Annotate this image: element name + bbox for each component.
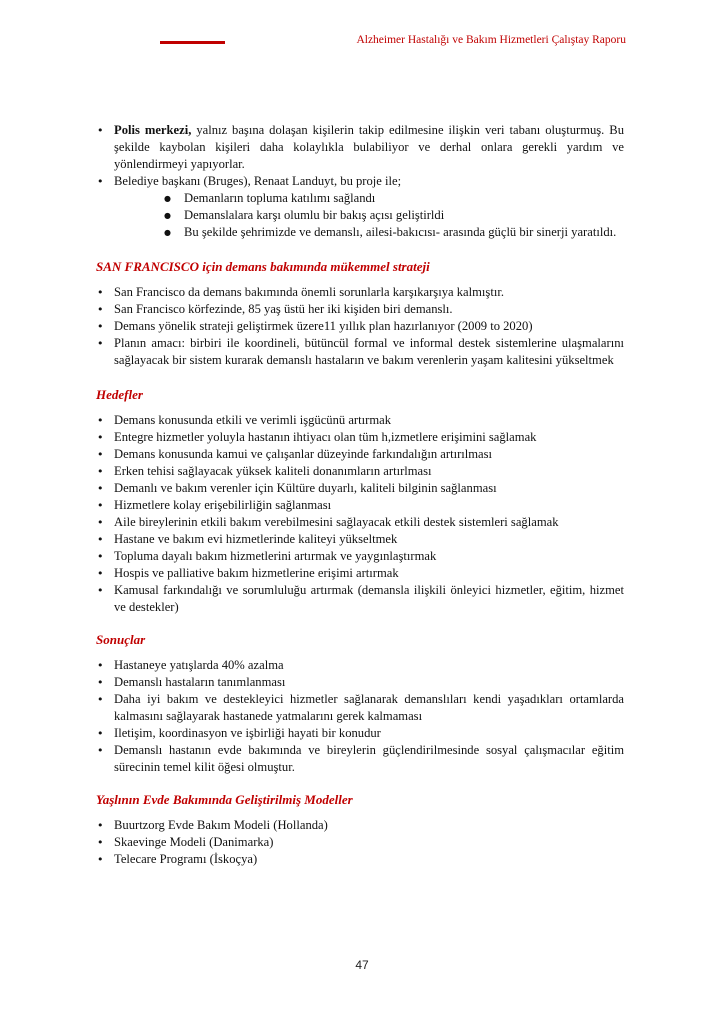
sonuclar-list (96, 657, 624, 776)
list-item: • Hastane ve bakım evi hizmetlerinde kaliteyi yükseltmek (96, 531, 624, 548)
san-francisco-list (96, 284, 624, 369)
list-item: • Demanlı ve bakım verenler için Kültüre duyarlı, kaliteli bilginin sağlanması (96, 480, 624, 497)
section-heading-hedefler: Hedefler (96, 387, 143, 402)
header-title: Alzheimer Hastalığı ve Bakım Hizmetleri Çalıştay Raporu (356, 34, 626, 46)
intro-list (96, 122, 624, 190)
police-text: yalnız başına dolaşan kişilerin takip edilmesine ilişkin veri tabanı oluşturmuş. Bu şekilde kaybolan kişileri daha kolaylıkla bulabiliyor ve derhal onlara gerekli yardım ve yönlendirmeyi yapıyorlar. (114, 123, 624, 171)
list-item: • Topluma dayalı bakım hizmetlerini artırmak ve yaygınlaştırmak (96, 548, 624, 565)
list-item: • Kamusal farkındalığı ve sorumluluğu artırmak (demansla ilişkili önleyici hizmetler, eğitim, hizmet ve destekler) (96, 582, 624, 616)
hedefler-list (96, 412, 624, 616)
section-heading-sonuclar: Sonuçlar (96, 632, 146, 647)
list-item: • Demanslı hastaların tanımlanması (96, 674, 624, 691)
list-item: • San Francisco da demans bakımında önemli sorunlarla karşıkarşıya kalmıştır. (96, 284, 624, 301)
list-item: • Entegre hizmetler yoluyla hastanın ihtiyacı olan tüm h,izmetlere erişimini sağlamak (96, 429, 624, 446)
list-item-police (96, 122, 624, 173)
page-number: 47 (355, 958, 369, 972)
list-item: • Demans yönelik strateji geliştirmek üzere11 yıllık plan hazırlanıyor (2009 to 2020) (96, 318, 624, 335)
sub-list-item: ● Bu şekilde şehrimizde ve demanslı, ailesi-bakıcısı- arasında güçlü bir sinerji yaratıldı. (96, 224, 624, 241)
list-item: • Demanslı hastanın evde bakımında ve bireylerin güçlendirilmesinde sosyal çalışmacılar eğitim sürecinin temel kilit öğesi olmuştur. (96, 742, 624, 776)
list-item: • Telecare Programı (İskoçya) (96, 851, 624, 868)
mayor-sublist (96, 190, 624, 241)
list-item-mayor (96, 173, 624, 190)
list-item: • Aile bireylerinin etkili bakım verebilmesini sağlayacak etkili destek sistemleri sağlamak (96, 514, 624, 531)
list-item: • Buurtzorg Evde Bakım Modeli (Hollanda) (96, 817, 624, 834)
list-item: • Hizmetlere kolay erişebilirliğin sağlanması (96, 497, 624, 514)
list-item: • Skaevinge Modeli (Danimarka) (96, 834, 624, 851)
modeller-list (96, 817, 624, 868)
police-lead: Polis merkezi, (114, 123, 192, 137)
list-item: • Daha iyi bakım ve destekleyici hizmetler sağlanarak demanslıları kendi yaşadıkları ortamlarda kalmasını sağlayarak hastanede yatmalarını gerek kalmaması (96, 691, 624, 725)
sub-list-item: ● Demanların topluma katılımı sağlandı (96, 190, 624, 207)
header-rule (160, 41, 225, 44)
page-content (96, 122, 624, 868)
section-heading-modeller: Yaşlının Evde Bakımında Geliştirilmiş Modeller (96, 792, 353, 807)
list-item: • Demans konusunda etkili ve verimli işgücünü artırmak (96, 412, 624, 429)
list-item: • Demans konusunda kamui ve çalışanlar düzeyinde farkındalığın artırılması (96, 446, 624, 463)
sub-list-item: ● Demanslalara karşı olumlu bir bakış açısı geliştirldi (96, 207, 624, 224)
list-item: • Erken tehisi sağlayacak yüksek kaliteli donanımların artırlması (96, 463, 624, 480)
list-item: • Planın amacı: birbiri ile koordineli, bütüncül formal ve informal destek sistemlerine ulaşmalarını sağlayacak bir sistem kurarak demanslı hastaların ve bakım verenlerin yaşam kalitesini yükseltmek (96, 335, 624, 369)
section-heading-san-francisco: SAN FRANCISCO için demans bakımında mükemmel strateji (96, 259, 430, 274)
list-item: • San Francisco körfezinde, 85 yaş üstü her iki kişiden biri demanslı. (96, 301, 624, 318)
list-item: • Hospis ve palliative bakım hizmetlerine erişimi artırmak (96, 565, 624, 582)
mayor-text: Belediye başkanı (Bruges), Renaat Landuyt, bu proje ile; (114, 174, 402, 188)
list-item: • Hastaneye yatışlarda 40% azalma (96, 657, 624, 674)
list-item: • Iletişim, koordinasyon ve işbirliği hayati bir konudur (96, 725, 624, 742)
